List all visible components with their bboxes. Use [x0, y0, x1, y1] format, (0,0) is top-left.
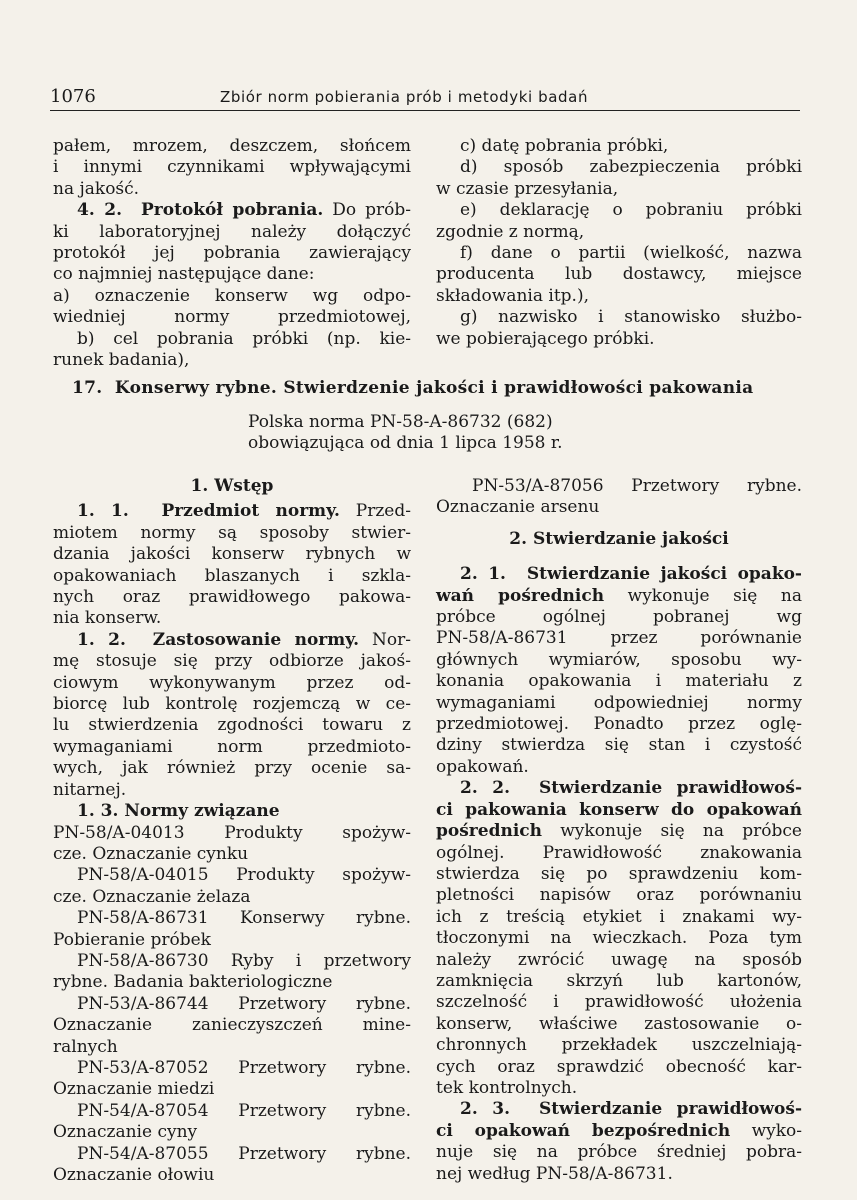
bottom-right-column	[436, 476, 802, 1185]
text-line: Oznaczanie cyny	[53, 1122, 198, 1143]
norm-reference	[248, 412, 668, 454]
subsection-heading: 1. 2. Zastosowanie normy.	[77, 629, 360, 650]
text-line: Oznaczanie miedzi	[53, 1079, 215, 1100]
section-number: 17.	[72, 378, 103, 398]
text-line: PN-58/A-04015 Produkty spożyw-	[77, 865, 411, 886]
text-line: 4. 2. Protokół pobrania. Do prób-	[77, 200, 411, 221]
text-line: próbce ogólnej pobranej wg	[436, 607, 802, 628]
text-line: we pobierającego próbki.	[436, 328, 655, 349]
text-line: w czasie przesyłania,	[436, 178, 619, 199]
bottom-left-column	[53, 476, 411, 1186]
text-line: konania opakowania i materiału z	[436, 671, 802, 692]
text-line: biorcę lub kontrolę rozjemczą w ce-	[53, 694, 411, 715]
page-number: 1076	[50, 86, 96, 107]
text-line: protokół jej pobrania zawierający	[53, 243, 411, 264]
text-line: mę stosuje się przy odbiorze jakoś-	[53, 651, 411, 672]
subsection-heading: 2. 2. Stwierdzanie prawidłowoś-	[460, 778, 802, 799]
top-left-column	[53, 136, 411, 371]
subsection-heading: 2. 1. Stwierdzanie jakości opako-	[460, 564, 802, 585]
section-title-text: Konserwy rybne. Stwierdzenie jakości i prawidłowości pakowania	[114, 378, 754, 398]
header-rule	[50, 110, 800, 111]
text-line: zamknięcia skrzyń lub kartonów,	[436, 970, 802, 991]
text-line: Oznaczanie zanieczyszczeń mine-	[53, 1015, 411, 1036]
page-header	[50, 86, 800, 112]
text-line: e) deklarację o pobraniu próbki	[460, 200, 802, 221]
text-line: ciowym wykonywanym przez od-	[53, 672, 411, 693]
subsection-heading: ci pakowania konserw do opakowań	[436, 799, 802, 820]
text-line: wymaganiami norm przedmioto-	[53, 736, 411, 757]
text-line: PN-53/A-87052 Przetwory rybne.	[77, 1057, 411, 1078]
text-line: stwierdza się po sprawdzeniu kom-	[436, 863, 802, 884]
text-line: c) datę pobrania próbki,	[460, 136, 669, 156]
text-line: Pobieranie próbek	[53, 929, 211, 950]
text-line: dziny stwierdza się stan i czystość	[436, 735, 802, 756]
text-line: PN-53/A-86744 Przetwory rybne.	[77, 993, 411, 1014]
text-line: chronnych przekładek uszczelniają-	[436, 1035, 802, 1056]
text-line: nej według PN-58/A-86731.	[436, 1163, 673, 1184]
subsection-heading: 1. 3. Normy związane	[77, 801, 280, 822]
text-line: pośrednich wykonuje się na próbce	[436, 821, 802, 842]
text-line: cze. Oznaczanie żelaza	[53, 886, 251, 907]
chapter-heading: 2. Stwierdzanie jakości	[509, 528, 729, 549]
text-line: d) sposób zabezpieczenia próbki	[460, 157, 802, 178]
text-line: PN-58/A-04013 Produkty spożyw-	[53, 822, 411, 843]
text-line: szczelność i prawidłowość ułożenia	[436, 992, 802, 1013]
text-line: lu stwierdzenia zgodności towaru z	[53, 715, 411, 736]
text-line: na jakość.	[53, 178, 140, 199]
text-line	[436, 800, 802, 821]
text-line: 1. 2. Zastosowanie normy. Nor-	[77, 629, 411, 650]
norm-line: obowiązująca od dnia 1 lipca 1958 r.	[248, 433, 563, 453]
text-line: konserw, właściwe zastosowanie o-	[436, 1013, 802, 1034]
subsection-heading: 2. 3. Stwierdzanie prawidłowoś-	[460, 1099, 802, 1120]
text-line: nych oraz prawidłowego pakowa-	[53, 587, 411, 608]
text-line: PN-58/A-86730 Ryby i przetwory	[77, 950, 411, 971]
top-right-column	[436, 136, 802, 350]
text-line: g) nazwisko i stanowisko służbo-	[460, 307, 802, 328]
text-line: ich z treścią etykiet i znakami wy-	[436, 906, 802, 927]
text-line: dzania jakości konserw rybnych w	[53, 544, 411, 565]
text-line: PN-54/A-87054 Przetwory rybne.	[77, 1100, 411, 1121]
text-line: PN-58/A-86731 przez porównanie	[436, 628, 802, 649]
running-title: Zbiór norm pobierania prób i metodyki badań	[220, 88, 589, 106]
text-line: Oznaczanie arsenu	[436, 497, 600, 518]
text-line	[436, 778, 802, 799]
text-line: wań pośrednich wykonuje się na	[436, 585, 802, 606]
text-line: f) dane o partii (wielkość, nazwa	[460, 243, 802, 264]
text-line: pałem, mrozem, deszczem, słońcem	[53, 136, 411, 156]
text-line: ci opakowań bezpośrednich wyko-	[436, 1120, 803, 1141]
text-line: PN-54/A-87055 Przetwory rybne.	[77, 1143, 411, 1164]
text-line: 1. 1. Przedmiot normy. Przed-	[77, 501, 411, 522]
text-line: opakowań.	[436, 756, 529, 777]
text-line: tłoczonymi na wieczkach. Poza tym	[436, 928, 802, 949]
text-line: wych, jak również przy ocenie sa-	[53, 758, 411, 779]
text-line: tek kontrolnych.	[436, 1077, 578, 1098]
subsection-heading: 1. 1. Przedmiot normy.	[77, 501, 340, 522]
text-line: runek badania),	[53, 350, 190, 371]
text-line: i innymi czynnikami wpływającymi	[53, 157, 411, 178]
text-line: zgodnie z normą,	[436, 221, 585, 242]
text-line: opakowaniach blaszanych i szkla-	[53, 565, 411, 586]
subsection-heading: wań pośrednich	[436, 585, 605, 606]
text-line: PN-53/A-87056 Przetwory rybne.	[472, 476, 802, 496]
text-line: nia konserw.	[53, 608, 162, 629]
text-line	[436, 564, 802, 585]
text-line: ogólnej. Prawidłowość znakowania	[436, 842, 802, 863]
text-line	[436, 1099, 802, 1120]
text-line: a) oznaczenie konserw wg odpo-	[53, 285, 411, 306]
text-line: ki laboratoryjnej należy dołączyć	[53, 221, 411, 242]
text-line: co najmniej następujące dane:	[53, 264, 315, 285]
text-line: producenta lub dostawcy, miejsce	[436, 264, 802, 285]
text-line: należy zwrócić uwagę na sposób	[436, 949, 802, 970]
text-line: Oznaczanie ołowiu	[53, 1165, 215, 1185]
text-line: wymaganiami odpowiedniej normy	[436, 692, 802, 713]
text-line: ralnych	[53, 1036, 118, 1057]
subsection-heading: pośrednich	[436, 821, 542, 842]
chapter-heading: 1. Wstęp	[190, 476, 274, 496]
text-line: cze. Oznaczanie cynku	[53, 843, 249, 864]
subsection-heading: ci opakowań bezpośrednich	[436, 1120, 731, 1141]
norm-line: Polska norma PN-58-A-86732 (682)	[248, 412, 553, 432]
text-line: nuje się na próbce średniej pobra-	[436, 1142, 802, 1163]
text-line: składowania itp.),	[436, 285, 589, 306]
text-line: miotem normy są sposoby stwier-	[53, 522, 411, 543]
text-line: b) cel pobrania próbki (np. kie-	[77, 328, 411, 349]
section-title	[72, 378, 800, 398]
text-line: nitarnej.	[53, 779, 127, 800]
text-line: rybne. Badania bakteriologiczne	[53, 972, 333, 993]
text-line: wiedniej normy przedmiotowej,	[53, 307, 411, 328]
text-line: pletności napisów oraz porównaniu	[436, 885, 802, 906]
text-line: przedmiotowej. Ponadto przez oglę-	[436, 714, 802, 735]
text-line: PN-58/A-86731 Konserwy rybne.	[77, 908, 411, 929]
text-line: głównych wymiarów, sposobu wy-	[436, 649, 802, 670]
text-line: cych oraz sprawdzić obecność kar-	[436, 1056, 802, 1077]
subsection-heading: 4. 2. Protokół pobrania.	[77, 200, 324, 221]
